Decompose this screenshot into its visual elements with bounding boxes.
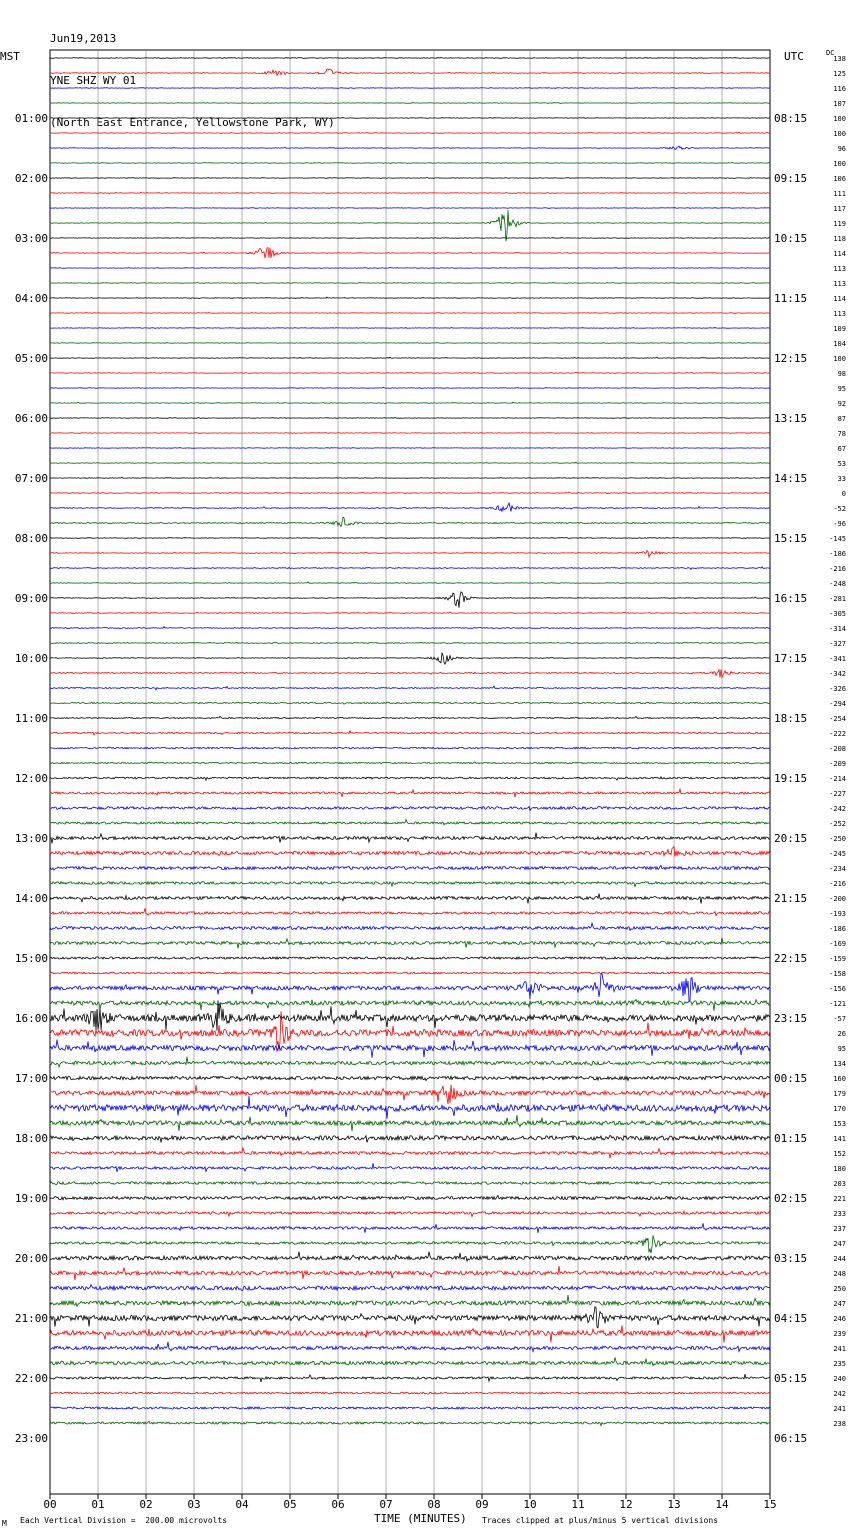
dc-offset-label: 247 <box>833 1240 846 1248</box>
dc-offset-label: 246 <box>833 1315 846 1323</box>
dc-offset-label: -52 <box>833 505 846 513</box>
dc-offset-label: 111 <box>833 190 846 198</box>
trace-blue <box>50 923 770 930</box>
trace-green <box>50 643 770 644</box>
trace-red <box>50 1392 770 1394</box>
trace-black <box>50 357 770 358</box>
mst-hour-label: 21:00 <box>14 1312 48 1325</box>
dc-offset-label: 240 <box>833 1375 846 1383</box>
dc-offset-label: 113 <box>833 265 846 273</box>
dc-offset-label: 125 <box>833 70 846 78</box>
dc-offset-label: 247 <box>833 1300 846 1308</box>
utc-hour-label: 21:15 <box>774 892 808 905</box>
dc-offset-label: 238 <box>833 1420 846 1428</box>
dc-offset-label: 100 <box>833 355 846 363</box>
dc-offset-label: 53 <box>837 460 846 468</box>
dc-offset-label: -234 <box>829 865 846 873</box>
x-tick-label: 08 <box>427 1498 441 1511</box>
trace-blue <box>50 146 770 149</box>
dc-offset-label: -121 <box>829 1000 846 1008</box>
dc-offset-label: 235 <box>833 1360 846 1368</box>
dc-offset-label: -216 <box>829 565 846 573</box>
trace-red <box>50 132 770 133</box>
trace-red <box>50 373 770 374</box>
dc-offset-label: -57 <box>833 1015 846 1023</box>
mst-hour-label: 10:00 <box>14 652 48 665</box>
trace-red <box>50 551 770 558</box>
trace-blue <box>50 1285 770 1291</box>
mst-hour-label: 11:00 <box>14 712 48 725</box>
utc-hour-label: 17:15 <box>774 652 808 665</box>
dc-offset-label: 95 <box>837 385 846 393</box>
trace-green <box>50 282 770 283</box>
trace-green <box>50 1000 770 1011</box>
utc-hour-label: 10:15 <box>774 232 808 245</box>
mst-hour-label: 06:00 <box>14 412 48 425</box>
dc-offset-label: 107 <box>833 100 846 108</box>
x-axis-title: TIME (MINUTES) <box>374 1512 467 1525</box>
dc-offset-label: 241 <box>833 1345 846 1353</box>
mst-hour-label: 18:00 <box>14 1132 48 1145</box>
trace-blue <box>50 866 770 871</box>
mst-hour-label: 09:00 <box>14 592 48 605</box>
trace-blue <box>50 807 770 811</box>
x-tick-label: 07 <box>379 1498 393 1511</box>
trace-black <box>50 1307 770 1328</box>
x-tick-label: 04 <box>235 1498 249 1511</box>
dc-offset-label: -193 <box>829 910 846 918</box>
dc-offset-label: -252 <box>829 820 846 828</box>
trace-red <box>50 731 770 735</box>
dc-offset-label: 100 <box>833 115 846 123</box>
trace-black <box>50 58 770 59</box>
trace-black <box>50 653 770 665</box>
trace-blue <box>50 503 770 511</box>
x-tick-label: 13 <box>667 1498 681 1511</box>
trace-black <box>50 177 770 178</box>
trace-black <box>50 238 770 239</box>
dc-offset-label: 248 <box>833 1270 846 1278</box>
dc-offset-label: 113 <box>833 310 846 318</box>
utc-hour-label: 11:15 <box>774 292 808 305</box>
trace-black <box>50 1135 770 1142</box>
trace-blue <box>50 1407 770 1409</box>
dc-offset-label: 179 <box>833 1090 846 1098</box>
trace-red <box>50 192 770 193</box>
dc-offset-label: 109 <box>833 325 846 333</box>
dc-offset-label: 237 <box>833 1225 846 1233</box>
dc-offset-label: 92 <box>837 400 846 408</box>
trace-blue <box>50 1342 770 1352</box>
trace-blue <box>50 747 770 749</box>
dc-offset-label: 33 <box>837 475 846 483</box>
mst-hour-label: 22:00 <box>14 1372 48 1385</box>
trace-black <box>50 538 770 539</box>
trace-black <box>50 1000 770 1030</box>
dc-offset-label: 104 <box>833 340 846 348</box>
dc-offset-label: -208 <box>829 745 846 753</box>
mst-hour-label: 08:00 <box>14 532 48 545</box>
dc-offset-label: -222 <box>829 730 846 738</box>
trace-black <box>50 716 770 719</box>
trace-blue <box>50 626 770 628</box>
dc-offset-label: 241 <box>833 1405 846 1413</box>
trace-black <box>50 418 770 419</box>
trace-green <box>50 517 770 527</box>
dc-offset-label: -250 <box>829 835 846 843</box>
utc-hour-label: 06:15 <box>774 1432 808 1445</box>
mst-hour-label: 05:00 <box>14 352 48 365</box>
trace-blue <box>50 1223 770 1233</box>
dc-offset-label: -248 <box>829 580 846 588</box>
trace-green <box>50 343 770 344</box>
mst-hour-label: 01:00 <box>14 112 48 125</box>
right-timezone-label: UTC <box>784 50 804 63</box>
dc-offset-label: 180 <box>833 1165 846 1173</box>
dc-offset-label: 87 <box>837 415 846 423</box>
dc-offset-label: -227 <box>829 790 846 798</box>
dc-offset-label: -342 <box>829 670 846 678</box>
trace-black <box>50 833 770 844</box>
utc-hour-label: 09:15 <box>774 172 808 185</box>
trace-green <box>50 582 770 584</box>
utc-hour-label: 00:15 <box>774 1072 808 1085</box>
trace-green <box>50 1421 770 1425</box>
utc-hour-label: 16:15 <box>774 592 808 605</box>
dc-offset-label: 119 <box>833 220 846 228</box>
trace-black <box>50 1076 770 1080</box>
trace-green <box>50 402 770 404</box>
trace-black <box>50 894 770 904</box>
trace-black <box>50 477 770 478</box>
trace-green <box>50 1115 770 1131</box>
trace-red <box>50 789 770 797</box>
trace-black <box>50 1374 770 1382</box>
trace-red <box>50 612 770 614</box>
utc-hour-label: 22:15 <box>774 952 808 965</box>
plot-frame <box>50 50 770 1494</box>
x-tick-label: 15 <box>763 1498 777 1511</box>
dc-offset-label: 117 <box>833 205 846 213</box>
dc-offset-label: 170 <box>833 1105 846 1113</box>
mst-hour-label: 07:00 <box>14 472 48 485</box>
dc-offset-label: 134 <box>833 1060 846 1068</box>
left-timezone-label: MST <box>0 50 20 63</box>
dc-offset-label: -327 <box>829 640 846 648</box>
utc-hour-label: 15:15 <box>774 532 808 545</box>
trace-green <box>50 1057 770 1067</box>
mst-hour-label: 20:00 <box>14 1252 48 1265</box>
dc-offset-label: 242 <box>833 1390 846 1398</box>
trace-green <box>50 1295 770 1306</box>
mst-hour-label: 16:00 <box>14 1012 48 1025</box>
trace-blue <box>50 1096 770 1119</box>
trace-red <box>50 313 770 314</box>
dc-offset-label: 244 <box>833 1255 846 1263</box>
trace-black <box>50 957 770 960</box>
trace-green <box>50 820 770 825</box>
dc-offset-label: -158 <box>829 970 846 978</box>
dc-offset-label: -341 <box>829 655 846 663</box>
trace-red <box>50 1325 770 1342</box>
utc-hour-label: 20:15 <box>774 832 808 845</box>
trace-blue <box>50 686 770 690</box>
dc-offset-label: 250 <box>833 1285 846 1293</box>
trace-black <box>50 1196 770 1200</box>
trace-green <box>50 762 770 764</box>
trace-red <box>50 908 770 915</box>
x-tick-label: 05 <box>283 1498 297 1511</box>
dc-offset-label: 153 <box>833 1120 846 1128</box>
trace-green <box>50 882 770 887</box>
trace-red <box>50 846 770 856</box>
trace-green <box>50 1235 770 1253</box>
utc-hour-label: 19:15 <box>774 772 808 785</box>
x-tick-label: 10 <box>523 1498 537 1511</box>
trace-blue <box>50 448 770 449</box>
trace-blue <box>50 1040 770 1058</box>
utc-hour-label: 05:15 <box>774 1372 808 1385</box>
utc-hour-label: 04:15 <box>774 1312 808 1325</box>
utc-hour-label: 03:15 <box>774 1252 808 1265</box>
corner-mark: M <box>2 1519 7 1528</box>
dc-offset-label: 98 <box>837 370 846 378</box>
trace-blue <box>50 88 770 89</box>
dc-offset-label: 116 <box>833 85 846 93</box>
trace-red <box>50 492 770 494</box>
x-tick-label: 14 <box>715 1498 729 1511</box>
dc-offset-label: -245 <box>829 850 846 858</box>
dc-offset-label: 114 <box>833 250 846 258</box>
x-tick-label: 02 <box>139 1498 153 1511</box>
trace-red <box>50 69 770 75</box>
trace-green <box>50 938 770 949</box>
trace-red <box>50 248 770 259</box>
dc-offset-label: -314 <box>829 625 846 633</box>
dc-offset-label: 106 <box>833 175 846 183</box>
dc-offset-label: 141 <box>833 1135 846 1143</box>
header-location: (North East Entrance, Yellowstone Park, WY) <box>50 116 335 129</box>
dc-label: DC <box>826 49 835 57</box>
dc-offset-label: 100 <box>833 130 846 138</box>
dc-offset-label: 160 <box>833 1075 846 1083</box>
trace-blue <box>50 1163 770 1172</box>
dc-offset-label: 114 <box>833 295 846 303</box>
x-tick-label: 09 <box>475 1498 489 1511</box>
dc-offset-label: 78 <box>837 430 846 438</box>
mst-hour-label: 02:00 <box>14 172 48 185</box>
clip-note: Traces clipped at plus/minus 5 vertical divisions <box>482 1516 719 1525</box>
trace-green <box>50 702 770 704</box>
dc-offset-label: 152 <box>833 1150 846 1158</box>
trace-blue <box>50 268 770 269</box>
trace-red <box>50 670 770 678</box>
dc-offset-label: 239 <box>833 1330 846 1338</box>
trace-green <box>50 103 770 104</box>
utc-hour-label: 01:15 <box>774 1132 808 1145</box>
trace-red <box>50 1211 770 1217</box>
dc-offset-label: 95 <box>837 1045 846 1053</box>
dc-offset-label: 113 <box>833 280 846 288</box>
trace-black <box>50 297 770 299</box>
x-tick-label: 06 <box>331 1498 345 1511</box>
dc-offset-label: -281 <box>829 595 846 603</box>
trace-black <box>50 777 770 780</box>
dc-offset-label: -216 <box>829 880 846 888</box>
dc-offset-label: 67 <box>837 445 846 453</box>
dc-offset-label: -145 <box>829 535 846 543</box>
trace-red <box>50 1148 770 1158</box>
trace-blue <box>50 328 770 329</box>
mst-hour-label: 12:00 <box>14 772 48 785</box>
utc-hour-label: 02:15 <box>774 1192 808 1205</box>
dc-offset-label: 203 <box>833 1180 846 1188</box>
utc-hour-label: 13:15 <box>774 412 808 425</box>
dc-offset-label: -156 <box>829 985 846 993</box>
trace-red <box>50 972 770 974</box>
utc-hour-label: 08:15 <box>774 112 808 125</box>
mst-hour-label: 17:00 <box>14 1072 48 1085</box>
trace-blue <box>50 567 770 570</box>
mst-hour-label: 04:00 <box>14 292 48 305</box>
x-tick-label: 00 <box>43 1498 57 1511</box>
x-tick-label: 11 <box>571 1498 585 1511</box>
x-tick-label: 03 <box>187 1498 201 1511</box>
trace-green <box>50 1357 770 1365</box>
dc-offset-label: -305 <box>829 610 846 618</box>
dc-offset-label: 0 <box>841 490 846 498</box>
trace-black <box>50 118 770 119</box>
mst-hour-label: 19:00 <box>14 1192 48 1205</box>
mst-hour-label: 14:00 <box>14 892 48 905</box>
dc-offset-label: 100 <box>833 160 846 168</box>
dc-offset-label: -326 <box>829 685 846 693</box>
trace-green <box>50 162 770 163</box>
dc-offset-label: 138 <box>833 55 846 63</box>
trace-black <box>50 592 770 608</box>
utc-hour-label: 18:15 <box>774 712 808 725</box>
trace-green <box>50 210 770 241</box>
utc-hour-label: 12:15 <box>774 352 808 365</box>
trace-blue <box>50 974 770 1001</box>
trace-green <box>50 462 770 463</box>
dc-offset-label: -214 <box>829 775 846 783</box>
trace-red <box>50 1266 770 1280</box>
trace-green <box>50 1182 770 1185</box>
trace-red <box>50 1085 770 1104</box>
x-tick-label: 12 <box>619 1498 633 1511</box>
dc-offset-label: -186 <box>829 550 846 558</box>
mst-hour-label: 23:00 <box>14 1432 48 1445</box>
utc-hour-label: 14:15 <box>774 472 808 485</box>
dc-offset-label: -242 <box>829 805 846 813</box>
dc-offset-label: 221 <box>833 1195 846 1203</box>
scale-note: Each Vertical Division = 200.00 microvolts <box>20 1516 228 1525</box>
dc-offset-label: -159 <box>829 955 846 963</box>
dc-offset-label: 26 <box>837 1030 846 1038</box>
dc-offset-label: 233 <box>833 1210 846 1218</box>
trace-red <box>50 433 770 434</box>
dc-offset-label: 118 <box>833 235 846 243</box>
dc-offset-label: -200 <box>829 895 846 903</box>
trace-blue <box>50 208 770 209</box>
mst-hour-label: 13:00 <box>14 832 48 845</box>
mst-hour-label: 03:00 <box>14 232 48 245</box>
dc-offset-label: -294 <box>829 700 846 708</box>
dc-offset-label: 96 <box>837 145 846 153</box>
dc-offset-label: -186 <box>829 925 846 933</box>
mst-hour-label: 15:00 <box>14 952 48 965</box>
header-date: Jun19,2013 <box>50 32 117 45</box>
dc-offset-label: -209 <box>829 760 846 768</box>
x-tick-label: 01 <box>91 1498 105 1511</box>
trace-blue <box>50 387 770 388</box>
utc-hour-label: 23:15 <box>774 1012 808 1025</box>
trace-black <box>50 1252 770 1261</box>
header-station: YNE SHZ WY 01 <box>50 74 137 87</box>
dc-offset-label: -96 <box>833 520 846 528</box>
dc-offset-label: -254 <box>829 715 846 723</box>
dc-offset-label: -169 <box>829 940 846 948</box>
